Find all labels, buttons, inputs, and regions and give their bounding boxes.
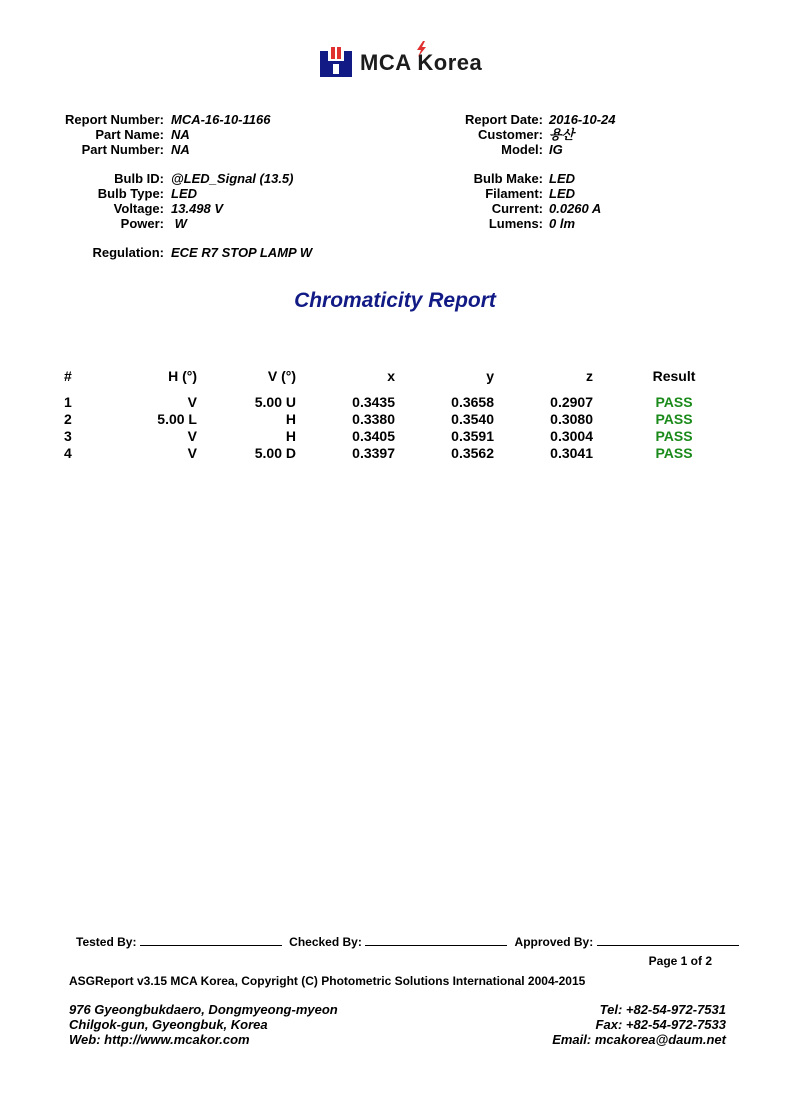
- column-header-z: z: [586, 368, 593, 384]
- tested-by-label: Tested By:: [76, 935, 137, 949]
- tested-by-field: [140, 935, 282, 946]
- approved-by-label: Approved By:: [514, 935, 594, 949]
- bulb-id-value: @LED_Signal (13.5): [171, 171, 294, 186]
- report-date-label: Report Date:: [464, 112, 543, 127]
- lightning-bolt-icon: [415, 41, 427, 57]
- regulation-value: ECE R7 STOP LAMP W: [171, 245, 313, 260]
- mca-logo-icon: [320, 47, 352, 79]
- part-name-label: Part Name:: [95, 127, 164, 142]
- z-cell: 0.2907: [550, 394, 593, 410]
- v-angle-cell: 5.00 D: [254, 445, 296, 461]
- z-cell: 0.3004: [550, 428, 593, 444]
- company-logo: [320, 47, 482, 79]
- bulb-type-label: Bulb Type:: [97, 186, 164, 201]
- row-index: 3: [64, 428, 72, 444]
- report-date-value: 2016-10-24: [549, 112, 616, 127]
- report-number-value: MCA-16-10-1166: [171, 112, 271, 127]
- page-number: Page 1 of 2: [648, 954, 712, 968]
- bulb-make-value: LED: [549, 171, 575, 186]
- bulb-type-value: LED: [171, 186, 197, 201]
- filament-value: LED: [549, 186, 575, 201]
- v-angle-cell: H: [285, 428, 296, 444]
- bulb-make-label: Bulb Make:: [473, 171, 543, 186]
- column-header-x: x: [387, 368, 395, 384]
- x-cell: 0.3405: [352, 428, 395, 444]
- customer-label: Customer:: [477, 127, 543, 142]
- voltage-label: Voltage:: [113, 201, 164, 216]
- copyright-text: ASGReport v3.15 MCA Korea, Copyright (C) Photometric Solutions International 2004-2015: [69, 974, 586, 988]
- lumens-label: Lumens:: [488, 216, 543, 231]
- bulb-id-label: Bulb ID:: [114, 171, 164, 186]
- regulation-label: Regulation:: [92, 245, 164, 260]
- approved-by-field: [597, 935, 739, 946]
- v-angle-cell: H: [285, 411, 296, 427]
- filament-label: Filament:: [485, 186, 543, 201]
- row-index: 4: [64, 445, 72, 461]
- y-cell: 0.3562: [451, 445, 494, 461]
- contact-block: [552, 1002, 726, 1047]
- current-value: 0.0260 A: [549, 201, 602, 216]
- address-line: 976 Gyeongbukdaero, Dongmyeong-myeon: [69, 1002, 338, 1017]
- part-name-value: NA: [171, 127, 190, 142]
- z-cell: 0.3080: [550, 411, 593, 427]
- power-value: W: [171, 216, 187, 231]
- h-angle-cell: V: [187, 428, 197, 444]
- x-cell: 0.3380: [352, 411, 395, 427]
- model-value: IG: [549, 142, 563, 157]
- current-label: Current:: [491, 201, 543, 216]
- z-cell: 0.3041: [550, 445, 593, 461]
- h-angle-cell: V: [187, 394, 197, 410]
- email-line: Email: mcakorea@daum.net: [552, 1032, 726, 1047]
- result-cell: PASS: [655, 445, 693, 461]
- y-cell: 0.3540: [451, 411, 494, 427]
- row-index: 1: [64, 394, 72, 410]
- column-header-v: V (°): [267, 368, 296, 384]
- column-header-result: Result: [652, 368, 696, 384]
- result-cell: PASS: [655, 394, 693, 410]
- column-header-h: H (°): [168, 368, 197, 384]
- fax-line: Fax: +82-54-972-7533: [595, 1017, 726, 1032]
- h-angle-cell: 5.00 L: [157, 411, 197, 427]
- x-cell: 0.3435: [352, 394, 395, 410]
- result-cell: PASS: [655, 428, 693, 444]
- checked-by-field: [365, 935, 507, 946]
- telephone-line: Tel: +82-54-972-7531: [599, 1002, 726, 1017]
- customer-value: 용산: [549, 127, 575, 142]
- column-header-index: #: [64, 368, 72, 384]
- y-cell: 0.3591: [451, 428, 494, 444]
- result-cell: PASS: [655, 411, 693, 427]
- column-header-y: y: [486, 368, 494, 384]
- power-label: Power:: [120, 216, 164, 231]
- website-line: Web: http://www.mcakor.com: [69, 1032, 250, 1047]
- model-label: Model:: [501, 142, 543, 157]
- part-number-value: NA: [171, 142, 190, 157]
- address-block: [69, 1002, 338, 1047]
- report-title: Chromaticity Report: [294, 289, 496, 312]
- logo-text: MCA Korea: [360, 50, 483, 75]
- address-line: Chilgok-gun, Gyeongbuk, Korea: [69, 1017, 268, 1032]
- v-angle-cell: 5.00 U: [254, 394, 296, 410]
- voltage-value: 13.498 V: [171, 201, 224, 216]
- part-number-label: Part Number:: [81, 142, 164, 157]
- h-angle-cell: V: [187, 445, 197, 461]
- y-cell: 0.3658: [451, 394, 494, 410]
- report-number-label: Report Number:: [65, 112, 164, 127]
- x-cell: 0.3397: [352, 445, 395, 461]
- row-index: 2: [64, 411, 72, 427]
- checked-by-label: Checked By:: [289, 935, 362, 949]
- lumens-value: 0 lm: [549, 216, 576, 231]
- signature-line: [76, 935, 739, 949]
